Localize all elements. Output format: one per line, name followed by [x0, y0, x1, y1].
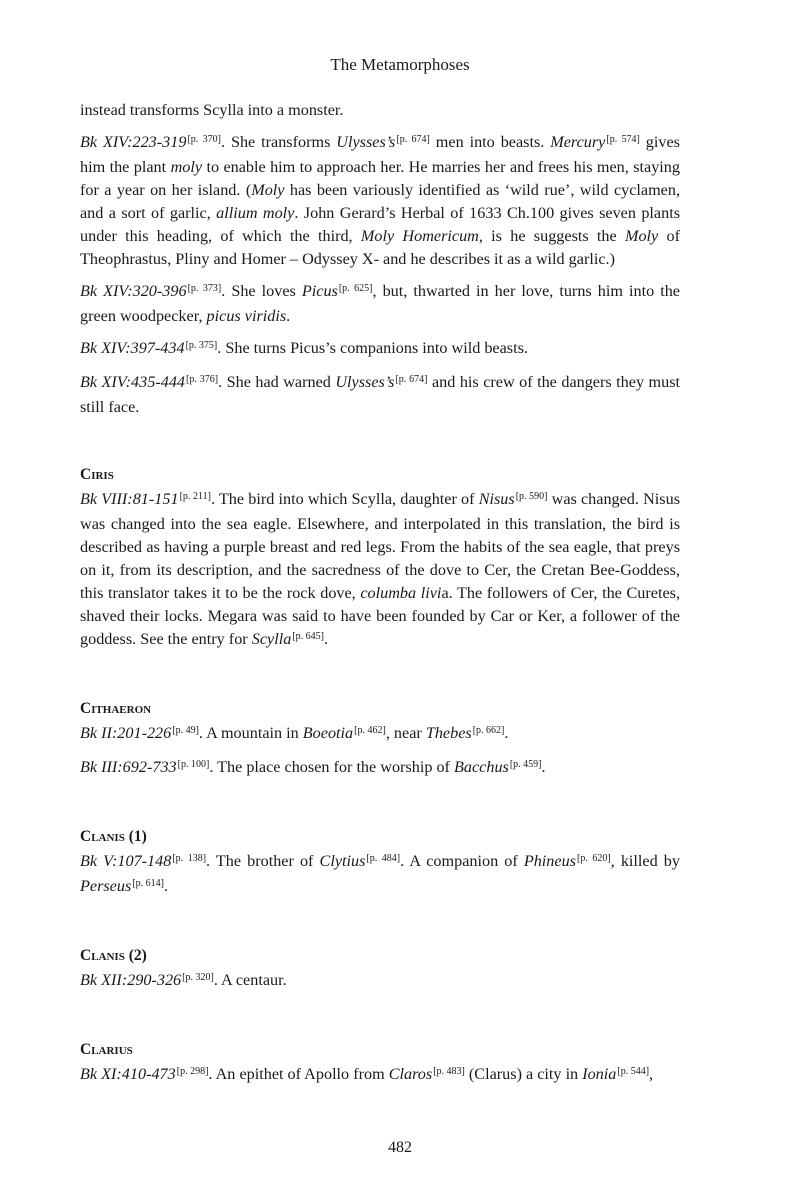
- page-reference-link[interactable]: [p. 620]: [576, 853, 611, 864]
- italic-term: Moly Homericum: [360, 227, 479, 245]
- running-head: The Metamorphoses: [330, 55, 470, 74]
- page-reference-link[interactable]: [p. 370]: [187, 134, 221, 145]
- name-link[interactable]: Ulysses’s: [336, 133, 396, 151]
- entry-clanis-1: [80, 827, 680, 900]
- name-link[interactable]: Phineus: [523, 852, 576, 870]
- entry-paragraph: Bk VIII:81-151[p. 211]. The bird into which Scylla, daughter of Nisus[p. 590] was changed. Nisus was changed into the sea eagle. Elsewhere, and interpolated in this translation, the bird is described as having a purple breast and red legs. From the habits of the sea eagle, that preys on it, from its description, and the sacredness of the dove to Cer, the Cretan Bee-Goddess, this translator takes it to be the rock dove, columba livia. The followers of Cer, the Curetes, shaved their locks. Megara was said to have been founded by Car or Ker, a follower of the goddess. See the entry for Scylla[p. 645].: [80, 490, 680, 648]
- name-link[interactable]: Clytius: [319, 852, 366, 870]
- name-link[interactable]: Nisus: [478, 490, 515, 508]
- circe-entry-paragraph-4: Bk XIV:435-444[p. 376]. She had warned Ulysses’s[p. 674] and his crew of the dangers they must still face.: [80, 373, 680, 416]
- book-reference-link[interactable]: Bk XIV:397-434: [80, 339, 185, 357]
- name-link[interactable]: Picus: [301, 282, 338, 300]
- page-reference-link[interactable]: [p. 459]: [509, 759, 542, 770]
- entry-clarius: [80, 1040, 680, 1088]
- page-reference-link[interactable]: [p. 484]: [366, 853, 401, 864]
- page-reference-link[interactable]: [p. 320]: [182, 972, 214, 983]
- italic-term: picus viridis: [206, 307, 287, 325]
- entry-paragraph: Bk III:692-733[p. 100]. The place chosen for the worship of Bacchus[p. 459].: [80, 758, 546, 776]
- page-reference-link[interactable]: [p. 674]: [396, 134, 430, 145]
- entry-heading: Ciris: [80, 466, 114, 483]
- entry-paragraph: Bk XII:290-326[p. 320]. A centaur.: [80, 971, 287, 989]
- book-reference-link[interactable]: Bk XI:410-473: [80, 1065, 176, 1083]
- name-link[interactable]: Claros: [388, 1065, 433, 1083]
- book-reference-link[interactable]: Bk XIV:223-319: [80, 133, 187, 151]
- circe-entry-paragraph-2: Bk XIV:320-396[p. 373]. She loves Picus[p. 625], but, thwarted in her love, turns him into the green woodpecker, picus viridis.: [80, 282, 680, 325]
- name-link[interactable]: Ionia: [582, 1065, 617, 1083]
- name-link[interactable]: Perseus: [80, 877, 132, 895]
- italic-term: allium moly: [216, 204, 295, 222]
- page-reference-link[interactable]: [p. 625]: [338, 283, 373, 294]
- page-reference-link[interactable]: [p. 574]: [606, 134, 640, 145]
- book-reference-link[interactable]: Bk XII:290-326: [80, 971, 182, 989]
- entry-paragraph: Bk II:201-226[p. 49]. A mountain in Boeotia[p. 462], near Thebes[p. 662].: [80, 724, 509, 742]
- page-reference-link[interactable]: [p. 483]: [433, 1066, 465, 1077]
- entry-clanis-2: [80, 946, 680, 994]
- page-reference-link[interactable]: [p. 645]: [292, 631, 324, 642]
- entry-paragraph: Bk V:107-148[p. 138]. The brother of Clytius[p. 484]. A companion of Phineus[p. 620], killed by Perseus[p. 614].: [80, 852, 680, 895]
- entry-cithaeron: [80, 699, 680, 781]
- book-reference-link[interactable]: Bk VIII:81-151: [80, 490, 179, 508]
- entry-ciris: [80, 465, 680, 653]
- page-reference-link[interactable]: [p. 138]: [172, 853, 207, 864]
- entry-heading: Cithaeron: [80, 700, 152, 717]
- book-reference-link[interactable]: Bk V:107-148: [80, 852, 172, 870]
- name-link[interactable]: Scylla: [251, 630, 292, 648]
- book-reference-link[interactable]: Bk III:692-733: [80, 758, 177, 776]
- page-reference-link[interactable]: [p. 376]: [186, 374, 219, 385]
- page-reference-link[interactable]: [p. 100]: [177, 759, 210, 770]
- name-link[interactable]: Boeotia: [302, 724, 354, 742]
- page-reference-link[interactable]: [p. 49]: [172, 725, 199, 736]
- page-reference-link[interactable]: [p. 462]: [354, 725, 386, 736]
- circe-entry-paragraph-1: Bk XIV:223-319[p. 370]. She transforms Ulysses’s[p. 674] men into beasts. Mercury[p. 574] gives him the plant moly to enable him to approach her. He marries her and frees his men, staying for a year on her island. (Moly has been variously identified as ‘wild rue’, wild cyclamen, and a sort of garlic, allium moly. John Gerard’s Herbal of 1633 Ch.100 gives seven plants under this heading, of which the third, Moly Homericum, is he suggests the Moly of Theophrastus, Pliny and Homer – Odyssey X- and he describes it as a wild garlic.): [80, 133, 681, 268]
- entry-heading: Clanis (2): [80, 947, 147, 964]
- continued-text: instead transforms Scylla into a monster.: [80, 101, 344, 119]
- book-reference-link[interactable]: Bk XIV:435-444: [80, 373, 186, 391]
- name-link[interactable]: Bacchus: [454, 758, 509, 776]
- page-reference-link[interactable]: [p. 375]: [185, 340, 218, 351]
- page-reference-link[interactable]: [p. 662]: [472, 725, 505, 736]
- page-reference-link[interactable]: [p. 544]: [617, 1066, 650, 1077]
- page-body: [80, 99, 680, 1088]
- page-reference-link[interactable]: [p. 211]: [179, 491, 211, 502]
- page-reference-link[interactable]: [p. 590]: [515, 491, 548, 502]
- page-reference-link[interactable]: [p. 674]: [395, 374, 428, 385]
- entry-heading: Clarius: [80, 1041, 133, 1058]
- book-reference-link[interactable]: Bk XIV:320-396: [80, 282, 187, 300]
- name-link[interactable]: Mercury: [550, 133, 606, 151]
- italic-term: moly: [170, 158, 203, 176]
- name-link[interactable]: Ulysses’s: [335, 373, 395, 391]
- page-number: 482: [388, 1139, 412, 1156]
- page-reference-link[interactable]: [p. 373]: [187, 283, 222, 294]
- italic-term: Moly: [624, 227, 659, 245]
- circe-entry-paragraph-3: Bk XIV:397-434[p. 375]. She turns Picus’s companions into wild beasts.: [80, 339, 528, 357]
- page-reference-link[interactable]: [p. 298]: [176, 1066, 209, 1077]
- entry-paragraph: Bk XI:410-473[p. 298]. An epithet of Apollo from Claros[p. 483] (Clarus) a city in Ionia[p. 544],: [80, 1065, 654, 1083]
- italic-term: columba livi: [360, 584, 442, 602]
- name-link[interactable]: Thebes: [425, 724, 472, 742]
- page-reference-link[interactable]: [p. 614]: [132, 878, 164, 889]
- book-reference-link[interactable]: Bk II:201-226: [80, 724, 172, 742]
- italic-term: Moly: [251, 181, 285, 199]
- entry-heading: Clanis (1): [80, 828, 147, 845]
